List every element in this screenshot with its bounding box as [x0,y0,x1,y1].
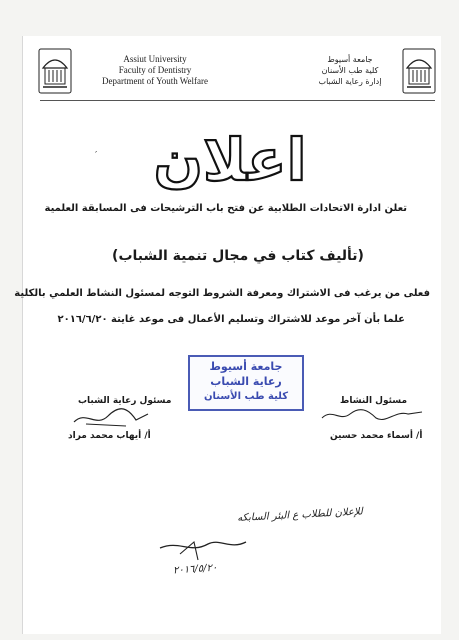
tick-mark: ′ [95,150,98,161]
handwritten-signature [150,530,260,590]
deadline-line: علما بأن آخر موعد للاشتراك وتسليم الأعمال فى موعد غايتة ٢٠١٦/٦/٢٠ [57,314,405,325]
competition-name: (تأليف كتاب في مجال تنمية الشباب) [112,248,364,264]
signature-left [66,404,156,432]
header-ar-department: إدارة رعاية الشباب [318,77,382,86]
signature-right [318,404,426,426]
header-arabic [310,54,390,87]
header-english [95,54,215,87]
handwritten-date: ٢٠١٦/٥/٢٠ [172,562,218,577]
handwritten-note: للإعلان للطلاب ع البئر السابكه [236,506,364,524]
title-outline-text [130,118,330,198]
announcement-title [130,118,330,198]
stamp-line-3: كلية طب الأسنان [203,391,289,402]
header-en-department: Department of Youth Welfare [101,76,209,86]
header-ar-faculty: كلية طب الأسنان [321,66,379,75]
official-stamp [188,355,304,411]
announcement-line-3: فعلى من يرغب فى الاشتراك ومعرفة الشروط التوجه لمسئول النشاط العلمي بالكلية [14,288,430,299]
stamp-line-1: جامعة أسيوط [209,360,283,373]
header-en-university: Assiut University [123,54,187,64]
activity-officer-title: مسئول النشاط [340,396,408,406]
stamp-line-2: رعاية الشباب [210,375,282,388]
header-ar-university: جامعة أسيوط [327,55,373,64]
university-logo-right [402,48,436,94]
youth-welfare-officer-name: أ/ أيهاب محمد مراد [68,431,151,441]
title-text: اعلان [153,126,307,194]
header-divider [40,100,435,101]
university-logo-left [38,48,72,94]
youth-welfare-officer-title: مسئول رعاية الشباب [78,396,172,406]
activity-officer-name: أ/ أسماء محمد حسين [330,431,423,441]
header-en-faculty: Faculty of Dentistry [118,65,192,75]
announcement-line-1: تعلن ادارة الاتحادات الطلابية عن فتح باب الترشيحات فى المسابقة العلمية [44,203,407,214]
